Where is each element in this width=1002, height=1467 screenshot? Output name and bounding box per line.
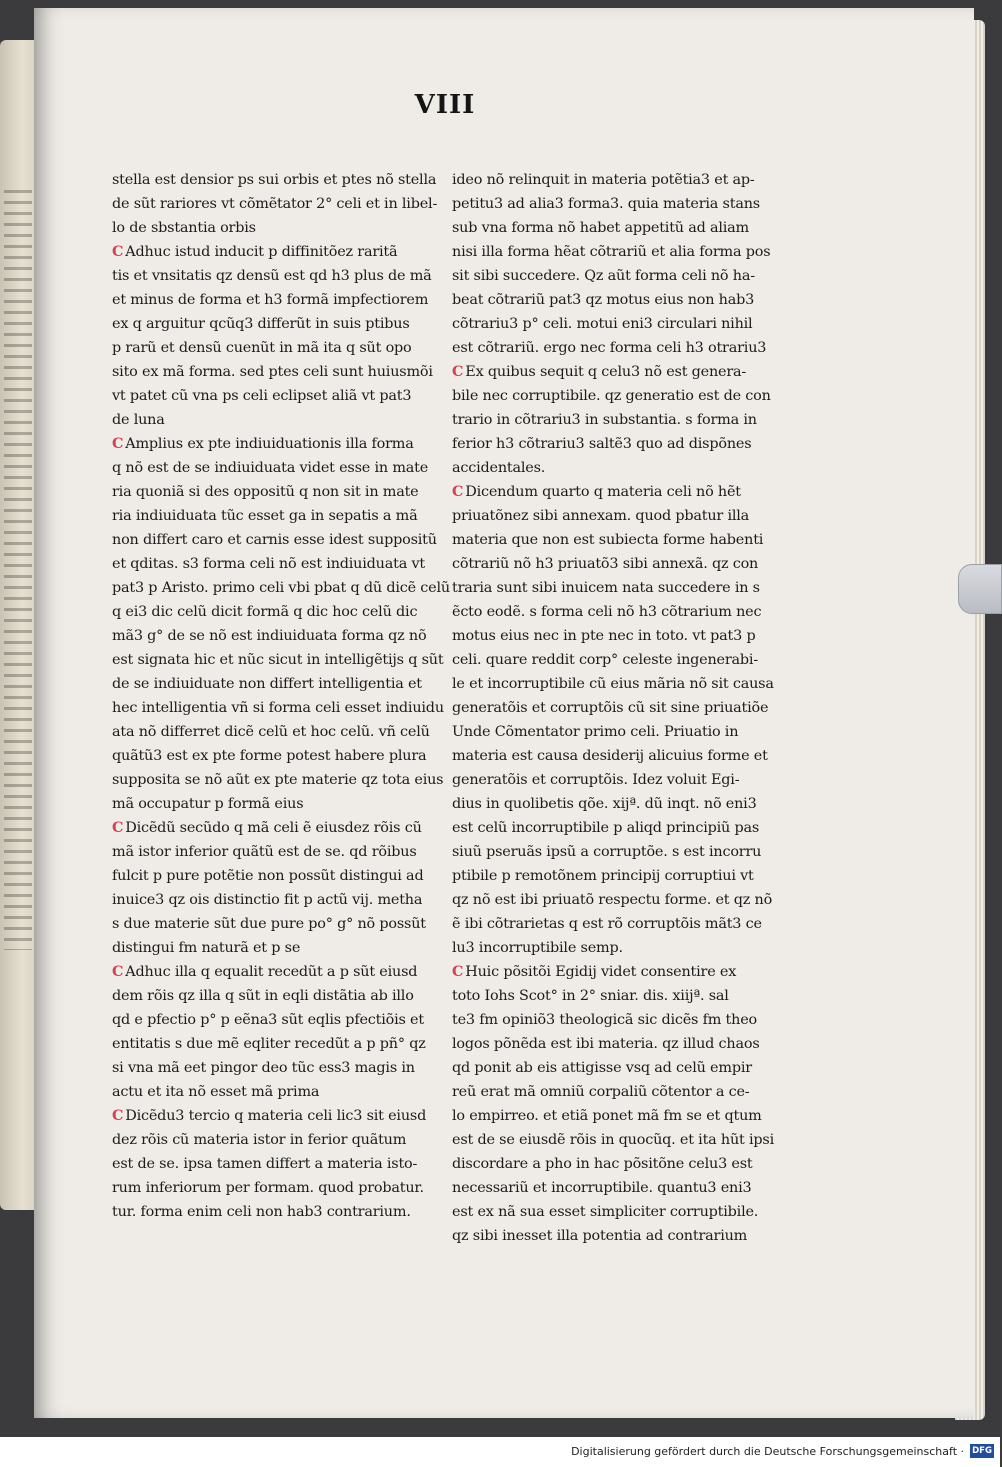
line-text: qd ponit ab eis attigisse vsq ad celũ empir [452, 1060, 752, 1076]
text-line [452, 936, 764, 960]
line-text: de luna [112, 412, 165, 428]
paragraph-mark: C [452, 963, 464, 980]
line-text: ferior h3 cõtrariu3 saltẽ3 quo ad dispõnes [452, 436, 752, 452]
line-text: qd e pfectio p° p eẽna3 sũt eqlis pfectiõis et [112, 1012, 424, 1028]
line-text: dius in quolibetis qõe. xijª. dũ inqt. nõ eni3 [452, 796, 757, 812]
text-line [112, 432, 414, 456]
text-line [112, 1128, 408, 1152]
text-line [452, 576, 764, 600]
text-line [112, 216, 408, 240]
line-text: necessariũ et incorruptibile. quantu3 eni3 [452, 1180, 752, 1196]
text-line [112, 408, 408, 432]
text-line [112, 192, 438, 216]
text-line [112, 600, 418, 624]
line-text: siuũ pseruãs ipsũ a corruptõe. s est incorru [452, 844, 762, 860]
line-text: pat3 p Aristo. primo celi vbi pbat q dũ dicẽ celũ [112, 580, 450, 596]
text-line [112, 672, 422, 696]
text-line [452, 912, 764, 936]
text-line [452, 984, 764, 1008]
text-line [112, 1176, 424, 1200]
text-line [452, 648, 764, 672]
line-text: non differt caro et carnis esse idest suppositũ [112, 532, 437, 548]
text-line [452, 456, 764, 480]
text-line [112, 240, 408, 264]
line-text: est cõtrariũ. ergo nec forma celi h3 otrariu3 [452, 340, 767, 356]
text-line [452, 1224, 764, 1248]
text-line [452, 960, 764, 984]
text-line [452, 504, 764, 528]
line-text: cõtrariũ nõ h3 priuatõ3 sibi annexã. qz con [452, 556, 759, 572]
line-text: Huic põsitõi Egidij videt consentire ex [465, 964, 737, 980]
line-text: dem rõis qz illa q sũt in eqli distãtia ab illo [112, 988, 414, 1004]
text-line [112, 1008, 424, 1032]
line-text: et qditas. s3 forma celi nõ est indiuiduata vt [112, 556, 425, 572]
paragraph-mark: C [452, 363, 464, 380]
line-text: cõtrariu3 p° celi. motui eni3 circulari nihil [452, 316, 753, 332]
line-text: reũ erat mã omniũ corpaliũ cõtentor a ce- [452, 1084, 750, 1100]
line-text: fulcit p pure potẽtie non possũt distingui ad [112, 868, 424, 884]
text-line [452, 864, 764, 888]
text-line [112, 1152, 418, 1176]
line-text: est signata hic et nũc sicut in intelligẽtijs q sũt [112, 652, 444, 668]
footer-bar [0, 1437, 1000, 1467]
bleed-through-text [4, 190, 32, 950]
line-text: traria sunt sibi inuicem nata succedere in s [452, 580, 760, 596]
line-text: si vna mã eet pingor deo tũc ess3 magis in [112, 1060, 415, 1076]
line-text: qz sibi inesset illa potentia ad contrarium [452, 1228, 748, 1244]
line-text: tur. forma enim celi non hab3 contrarium. [112, 1204, 411, 1220]
text-line [112, 552, 425, 576]
text-line [112, 936, 408, 960]
paragraph-mark: C [112, 1107, 124, 1124]
folio-number: VIII [414, 90, 476, 120]
text-line [452, 720, 764, 744]
text-line [452, 792, 764, 816]
text-line [452, 552, 764, 576]
line-text: toto Iohs Scot° in 2° sniar. dis. xiijª. sal [452, 988, 729, 1004]
text-line [112, 816, 422, 840]
paragraph-mark: C [112, 243, 124, 260]
line-text: dez rõis cũ materia istor in ferior quãtum [112, 1132, 407, 1148]
text-line [452, 312, 764, 336]
line-text: est celũ incorruptibile p aliqd principiũ pas [452, 820, 760, 836]
text-line [452, 1104, 764, 1128]
line-text: trario in cõtrariu3 in substantia. s forma in [452, 412, 757, 428]
text-line [112, 744, 427, 768]
line-text: lo de sbstantia orbis [112, 220, 256, 236]
line-text: stella est densior ps sui orbis et ptes nõ stella [112, 172, 437, 188]
line-text: Dicendum quarto q materia celi nõ hẽt [465, 484, 741, 500]
text-line [452, 696, 769, 720]
paragraph-mark: C [112, 819, 124, 836]
line-text: petitu3 ad alia3 forma3. quia materia stans [452, 196, 760, 212]
text-line [452, 600, 764, 624]
line-text: celi. quare reddit corp° celeste ingenerabi- [452, 652, 758, 668]
line-text: quãtũ3 est ex pte forme potest habere plura [112, 748, 427, 764]
text-line [112, 768, 444, 792]
text-line [452, 336, 767, 360]
line-text: ideo nõ relinquit in materia potẽtia3 et ap- [452, 172, 755, 188]
line-text: priuatõnez sibi annexam. quod pbatur illa [452, 508, 750, 524]
text-line [112, 1056, 415, 1080]
text-line [452, 1032, 764, 1056]
text-line [112, 576, 450, 600]
text-line [112, 504, 418, 528]
line-text: vt patet cũ vna ps celi eclipset aliã vt pat3 [112, 388, 412, 404]
line-text: qz nõ est ibi priuatõ respectu forme. et qz nõ [452, 892, 773, 908]
line-text: motus eius nec in pte nec in toto. vt pat3 p [452, 628, 756, 644]
line-text: materia est causa desiderij alicuius forme et [452, 748, 768, 764]
line-text: Adhuc istud inducit p diffinitõez raritã [125, 244, 398, 260]
text-line [452, 408, 764, 432]
text-line [452, 624, 764, 648]
line-text: beat cõtrariũ pat3 qz motus eius non hab3 [452, 292, 755, 308]
line-text: ex q arguitur qcũq3 differũt in suis ptibus [112, 316, 410, 332]
text-line [452, 288, 764, 312]
line-text: de se indiuiduate non differt intelligentia et [112, 676, 422, 692]
line-text: rum inferiorum per formam. quod probatur. [112, 1180, 424, 1196]
line-text: et minus de forma et h3 formã impfectiorem [112, 292, 429, 308]
line-text: te3 fm opiniõ3 theologicã sic dicẽs fm theo [452, 1012, 757, 1028]
line-text: mã istor inferior quãtũ est de se. qd rõibus [112, 844, 417, 860]
line-text: s due materie sũt due pure po° g° nõ possũt [112, 916, 426, 932]
line-text: ẽ ibi cõtrarietas q est rõ corruptõis mãt3 ce [452, 916, 762, 932]
line-text: ria indiuiduata tũc esset ga in sepatis a mã [112, 508, 418, 524]
text-line [112, 792, 408, 816]
text-line [112, 384, 412, 408]
line-text: est de se eiusdẽ rõis in quocũq. et ita hũt ipsi [452, 1132, 775, 1148]
text-line [112, 456, 429, 480]
text-line [452, 672, 774, 696]
text-line [112, 1104, 427, 1128]
line-text: lu3 incorruptibile semp. [452, 940, 623, 956]
text-line [112, 264, 432, 288]
text-line [112, 696, 444, 720]
line-text: Dicẽdũ secũdo q mã celi ẽ eiusdez rõis cũ [125, 820, 422, 836]
text-line [452, 1056, 764, 1080]
text-line [452, 840, 764, 864]
line-text: logos põnẽda est ibi materia. qz illud chaos [452, 1036, 760, 1052]
text-line [112, 1080, 408, 1104]
text-line [112, 288, 429, 312]
line-text: est de se. ipsa tamen differt a materia isto- [112, 1156, 418, 1172]
line-text: p rarũ et densũ cuenũt in mã ita q sũt opo [112, 340, 412, 356]
text-line [452, 168, 764, 192]
text-line [452, 1200, 764, 1224]
line-text: sub vna forma nõ habet appetitũ ad aliam [452, 220, 750, 236]
text-line [452, 216, 764, 240]
text-line [452, 744, 768, 768]
line-text: de sũt rariores vt cõmẽtator 2° celi et in libel- [112, 196, 438, 212]
text-line [452, 1008, 764, 1032]
text-line [452, 1128, 775, 1152]
line-text: sito ex mã forma. sed ptes celi sunt huiusmõi [112, 364, 433, 380]
text-line [112, 168, 437, 192]
line-text: generatõis et corruptõis. Idez voluit Egi- [452, 772, 740, 788]
text-line [112, 864, 424, 888]
paragraph-mark: C [452, 483, 464, 500]
text-line [452, 816, 764, 840]
paragraph-mark: C [112, 435, 124, 452]
right-text-column [452, 168, 775, 1248]
line-text: actu et ita nõ esset mã prima [112, 1084, 320, 1100]
book-clamp [958, 564, 1002, 614]
text-line [112, 960, 418, 984]
line-text: Amplius ex pte indiuiduationis illa forma [125, 436, 414, 452]
line-text: tis et vnsitatis qz densũ est qd h3 plus de mã [112, 268, 432, 284]
text-line [452, 192, 764, 216]
line-text: sit sibi succedere. Qz aũt forma celi nõ ha- [452, 268, 755, 284]
line-text: inuice3 qz ois distinctio fit p actũ vij. metha [112, 892, 423, 908]
text-line [112, 624, 427, 648]
text-line [112, 840, 417, 864]
left-text-column [112, 168, 450, 1224]
line-text: q nõ est de se indiuiduata videt esse in mate [112, 460, 429, 476]
text-line [112, 528, 437, 552]
line-text: q ei3 dic celũ dicit formã q dic hoc celũ dic [112, 604, 418, 620]
text-line [112, 360, 433, 384]
line-text: bile nec corruptibile. qz generatio est de con [452, 388, 771, 404]
line-text: discordare a pho in hac põsitõne celu3 est [452, 1156, 753, 1172]
line-text: accidentales. [452, 460, 546, 476]
text-line [112, 912, 426, 936]
funding-credit: Digitalisierung gefördert durch die Deutsche Forschungsgemeinschaft · [571, 1445, 964, 1458]
line-text: distingui fm naturã et p se [112, 940, 301, 956]
text-line [112, 1032, 426, 1056]
line-text: ata nõ differret dicẽ celũ et hoc celũ. vñ celũ [112, 724, 430, 740]
line-text: supposita se nõ aũt ex pte materie qz tota eius [112, 772, 444, 788]
text-line [452, 240, 771, 264]
text-line [452, 360, 764, 384]
line-text: est ex nã sua esset simpliciter corruptibile. [452, 1204, 759, 1220]
text-line [452, 528, 764, 552]
line-text: Unde Cõmentator primo celi. Priuatio in [452, 724, 739, 740]
line-text: Dicẽdu3 tercio q materia celi lic3 sit eiusd [125, 1108, 427, 1124]
line-text: mã occupatur p formã eius [112, 796, 304, 812]
text-line [112, 984, 414, 1008]
line-text: Adhuc illa q equalit recedũt a p sũt eiusd [125, 964, 418, 980]
line-text: ptibile p remotõnem principij corruptiui vt [452, 868, 754, 884]
line-text: ria quoniã si des oppositũ q non sit in mate [112, 484, 419, 500]
line-text: ẽcto eodẽ. s forma celi nõ h3 cõtrarium nec [452, 604, 762, 620]
text-line [452, 432, 764, 456]
line-text: entitatis s due mẽ eqliter recedũt a p pñ° qz [112, 1036, 426, 1052]
text-line [112, 648, 444, 672]
line-text: le et incorruptibile cũ eius mãria nõ sit causa [452, 676, 774, 692]
text-line [452, 1080, 764, 1104]
text-line [452, 888, 773, 912]
text-line [452, 264, 764, 288]
text-line [112, 720, 430, 744]
line-text: mã3 g° de se nõ est indiuiduata forma qz nõ [112, 628, 427, 644]
line-text: hec intelligentia vñ si forma celi esset indiuidu [112, 700, 444, 716]
text-line [452, 384, 771, 408]
line-text: Ex quibus sequit q celu3 nõ est genera- [465, 364, 747, 380]
text-line [112, 888, 423, 912]
text-line [112, 312, 408, 336]
text-line [112, 336, 412, 360]
line-text: generatõis et corruptõis cũ sit sine priuatiõe [452, 700, 769, 716]
line-text: lo empirreo. et etiã ponet mã fm se et qtum [452, 1108, 762, 1124]
text-line [112, 480, 419, 504]
paragraph-mark: C [112, 963, 124, 980]
dfg-logo: DFG [970, 1444, 994, 1458]
text-line [452, 1152, 764, 1176]
line-text: materia que non est subiecta forme habenti [452, 532, 764, 548]
text-line [452, 1176, 764, 1200]
text-line [452, 480, 764, 504]
line-text: nisi illa forma hẽat cõtrariũ et alia forma pos [452, 244, 771, 260]
text-line [452, 768, 764, 792]
text-line [112, 1200, 411, 1224]
